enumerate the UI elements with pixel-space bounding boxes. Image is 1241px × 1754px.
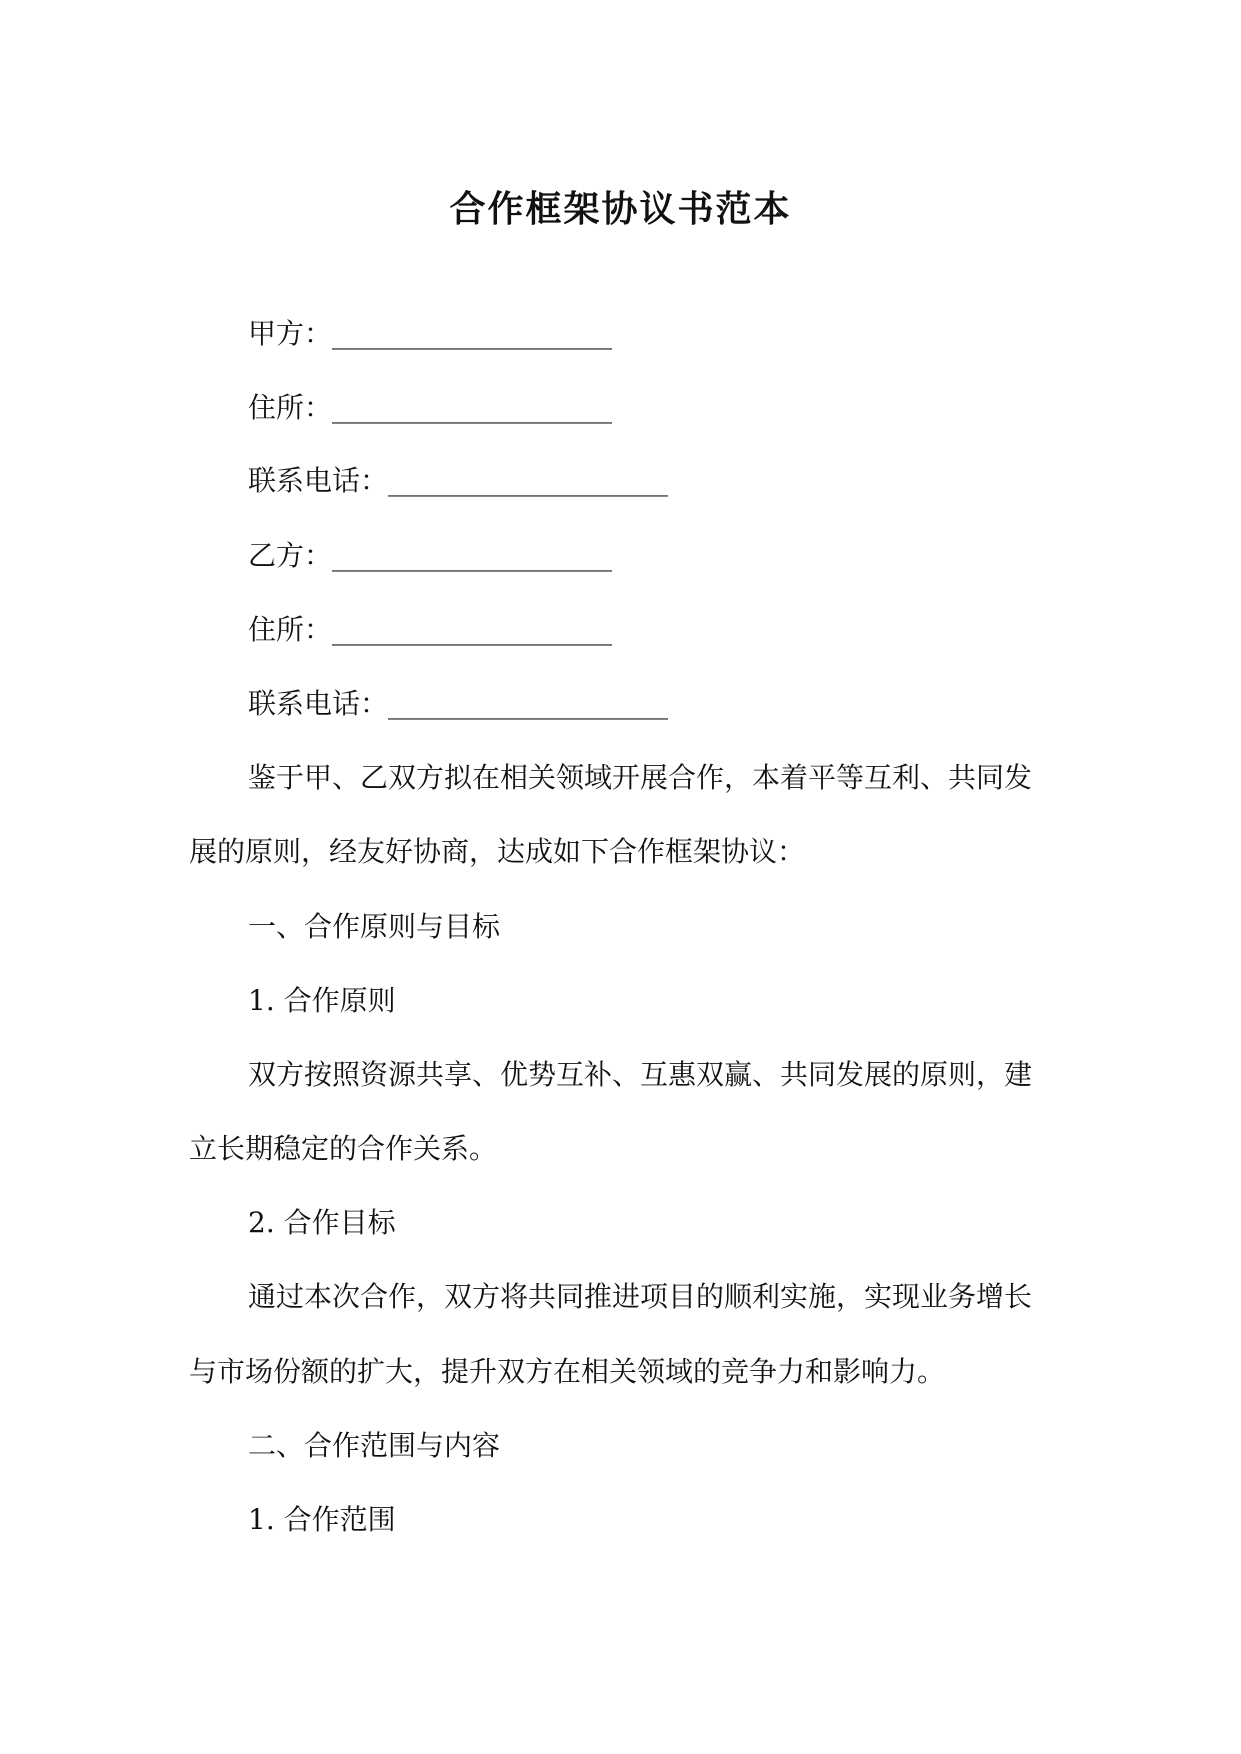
section-1-item-1-text-line-1: 双方按照资源共享、优势互补、互惠双赢、共同发展的原则，建 (248, 1058, 1033, 1091)
section-2-item-1-heading: 1. 合作范围 (248, 1503, 396, 1536)
section-1-item-1-heading: 1. 合作原则 (248, 984, 396, 1017)
party-b-address-field: 住所：____________________ (248, 613, 613, 646)
section-1-item-2-text-line-2: 与市场份额的扩大，提升双方在相关领域的竞争力和影响力。 (189, 1355, 946, 1388)
party-b-phone-field: 联系电话：____________________ (248, 687, 669, 720)
preamble-line-1: 鉴于甲、乙双方拟在相关领域开展合作，本着平等互利、共同发 (248, 761, 1033, 794)
party-b-name-field: 乙方：____________________ (248, 539, 613, 572)
party-a-phone-field: 联系电话：____________________ (248, 464, 669, 497)
document-title: 合作框架协议书范本 (449, 188, 792, 230)
preamble-line-2: 展的原则，经友好协商，达成如下合作框架协议： (189, 835, 806, 868)
section-1-heading: 一、合作原则与目标 (248, 910, 501, 943)
party-a-name-field: 甲方：____________________ (248, 317, 613, 350)
section-1-item-2-text-line-1: 通过本次合作，双方将共同推进项目的顺利实施，实现业务增长 (248, 1280, 1033, 1313)
section-2-heading: 二、合作范围与内容 (248, 1429, 501, 1462)
section-1-item-1-text-line-2: 立长期稳定的合作关系。 (189, 1132, 498, 1165)
section-1-item-2-heading: 2. 合作目标 (248, 1206, 396, 1239)
party-a-address-field: 住所：____________________ (248, 391, 613, 424)
